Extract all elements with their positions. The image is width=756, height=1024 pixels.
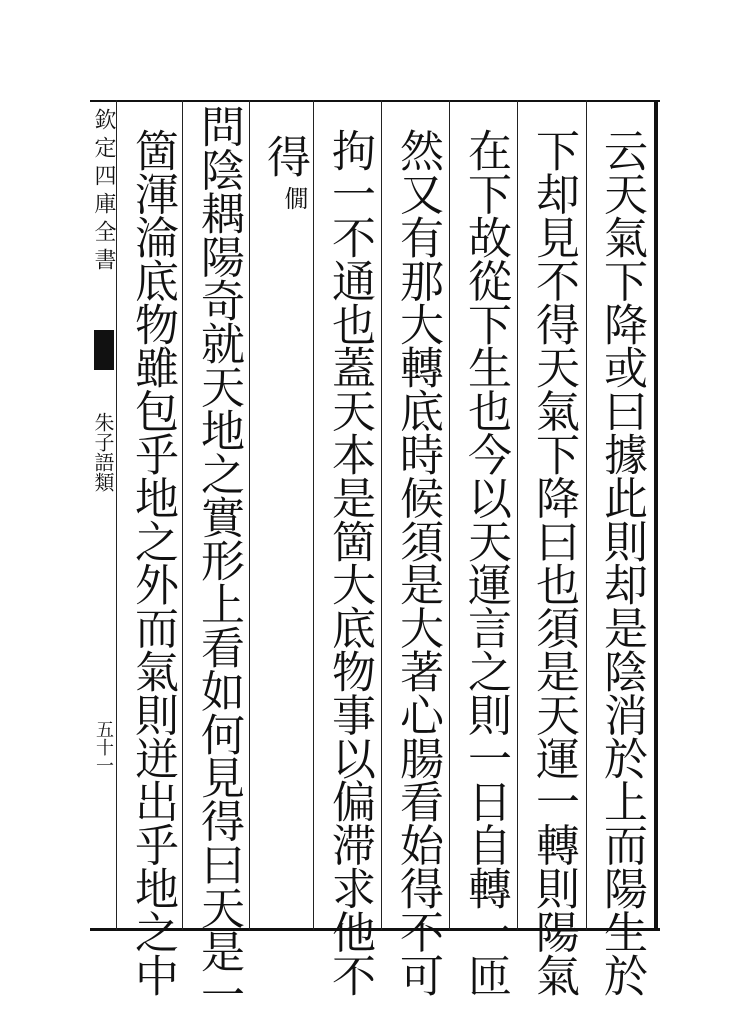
- text-column-5: 拘一不通也蓋天本是箇大底物事以偏滞求他不: [324, 128, 375, 997]
- text-column-4: 然又有那大轉底時候須是大著心腸看始得不可: [392, 128, 443, 997]
- text-column-3: 在下故從下生也今以天運言之則一日自轉一匝: [460, 128, 511, 997]
- text-column-1: 云天氣下降或曰據此則却是陰消於上而陽生於: [596, 128, 647, 997]
- column-rule: [381, 100, 382, 930]
- margin-book-title: 朱子語類: [91, 412, 115, 492]
- annotation-note: 僩: [280, 186, 308, 210]
- text-column-8: 箇渾淪底物雖包乎地之外而氣則迸出乎地之中: [127, 128, 178, 997]
- frame-right-border: [654, 100, 658, 931]
- margin-black-fishtail: [94, 330, 114, 370]
- margin-collection-title: 欽定四庫全書: [91, 108, 116, 276]
- text-column-7: 問陰耦陽奇就天地之實形上看如何見得曰天是一: [193, 104, 244, 1016]
- column-rule: [586, 100, 587, 930]
- column-rule: [517, 100, 518, 930]
- column-rule: [313, 100, 314, 930]
- column-rule: [449, 100, 450, 930]
- column-rule: [249, 100, 250, 930]
- margin-folio-number: 五十一: [93, 720, 114, 774]
- column-rule: [116, 100, 117, 930]
- text-column-2: 下却見不得天氣下降曰也須是天運一轉則陽氣: [528, 128, 579, 997]
- column-rule: [182, 100, 183, 930]
- frame-top-border: [90, 100, 660, 102]
- text-column-6: 得: [259, 134, 310, 178]
